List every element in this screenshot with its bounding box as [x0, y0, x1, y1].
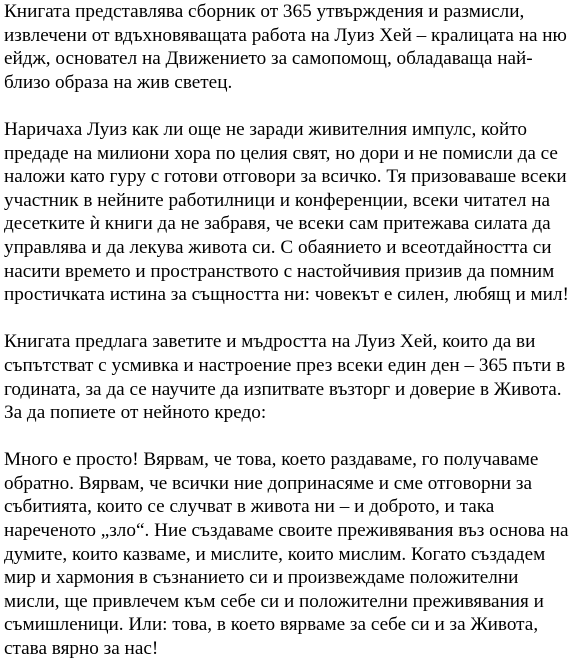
text-line: За да попиете от нейното кредо: [4, 402, 267, 424]
text-line: десетките ѝ книги да не забравя, че всеки сам притежава силата да [4, 213, 551, 235]
text-line: близо образа на жив светец. [4, 71, 233, 93]
text-line: Книгата предлага заветите и мъдростта на Луиз Хей, които да ви [4, 331, 536, 353]
text-line: съпътстват с усмивка и настроение през всеки един ден – 365 пъти в [4, 354, 566, 376]
text-line: съмишленици. Или: това, в което вярваме за себе си и за Живота, [4, 614, 539, 636]
paragraph-spacer [4, 94, 576, 118]
text-line: Много е просто! Вярвам, че това, което раздаваме, го получаваме [4, 449, 539, 471]
text-line: думите, които казваме, и мислите, които мислим. Когато създадем [4, 543, 546, 565]
text-line: предаде на милиони хора по целия свят, но дори и не помисли да се [4, 142, 558, 164]
text-line: насити времето и пространството с настойчивия призив да помним [4, 260, 555, 282]
text-line: простичката истина за същността ни: човекът е силен, любящ и мил! [4, 284, 569, 306]
paragraph-spacer [4, 307, 576, 331]
paragraph-book-offer [4, 330, 576, 424]
paragraph-intro [4, 0, 576, 94]
text-line: ейдж, основател на Движението за самопомощ, обладаваща най- [4, 48, 533, 70]
text-line: управлява и да лекува живота си. С обаянието и всеотдайността си [4, 236, 552, 258]
text-line: годината, за да се научите да изпитвате възторг и доверие в Живота. [4, 378, 562, 400]
text-line: наложи като гуру с готови отговори за всичко. Тя призоваваше всеки [4, 166, 567, 188]
text-line: мисли, ще привлечем към себе си и положителни преживявания и [4, 590, 544, 612]
text-line: Книгата представлява сборник от 365 утвърждения и размисли, [4, 1, 525, 22]
paragraph-spacer [4, 425, 576, 449]
text-line: Наричаха Луиз как ли още не заради живителния импулс, който [4, 118, 527, 140]
text-line: обратно. Вярвам, че всички ние допринасяме и сме отговорни за [4, 472, 533, 494]
text-line: става вярно за нас! [4, 638, 159, 660]
text-line: мир и хармония в съзнанието си и произвеждаме положителни [4, 567, 519, 589]
paragraph-about-louise [4, 118, 576, 307]
text-line: нареченото „зло“. Ние създаваме своите преживявания въз основа на [4, 520, 569, 542]
text-line: извлечени от вдъхновяващата работа на Луиз Хей – кралицата на ню [4, 24, 567, 46]
text-line: участник в нейните работилници и конференции, всеки читател на [4, 189, 550, 211]
text-line: събитията, които се случват в живота ни – и доброто, и така [4, 496, 495, 518]
paragraph-credo [4, 448, 576, 660]
